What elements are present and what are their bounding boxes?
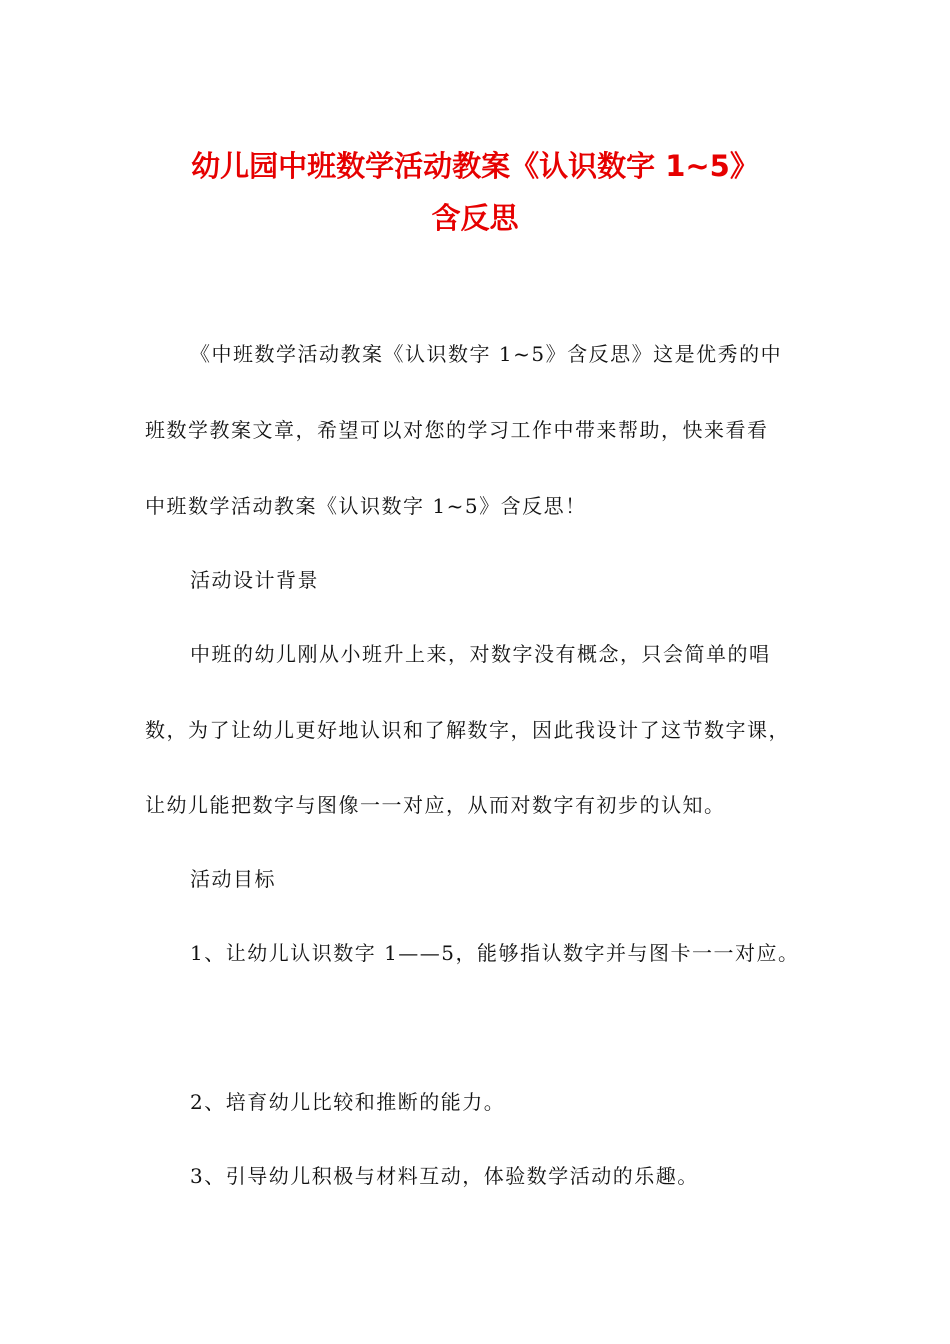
title-line-1: 幼儿园中班数学活动教案《认识数字 1~5》: [191, 149, 759, 183]
intro-line-2: 班数学教案文章，希望可以对您的学习工作中带来帮助，快来看看: [145, 418, 769, 442]
intro-line-3: 中班数学活动教案《认识数字 1~5》含反思！: [145, 494, 587, 518]
section-heading-goals: 活动目标: [190, 867, 276, 891]
background-line-2: 数，为了让幼儿更好地认识和了解数字，因此我设计了这节数字课，: [145, 718, 790, 742]
document-title: [100, 140, 850, 244]
background-line-3: 让幼儿能把数字与图像一一对应，从而对数字有初步的认知。: [145, 793, 726, 817]
title-line-2: 含反思: [431, 201, 519, 235]
background-line-1: 中班的幼儿刚从小班升上来，对数字没有概念，只会简单的唱: [190, 642, 771, 666]
goal-item-2: 2、培育幼儿比较和推断的能力。: [190, 1090, 506, 1114]
intro-line-1: 《中班数学活动教案《认识数字 1~5》含反思》这是优秀的中: [190, 342, 783, 366]
goal-item-1: 1、让幼儿认识数字 1——5，能够指认数字并与图卡一一对应。: [190, 941, 800, 965]
section-heading-background: 活动设计背景: [190, 568, 319, 592]
goal-item-3: 3、引导幼儿积极与材料互动，体验数学活动的乐趣。: [190, 1164, 699, 1188]
